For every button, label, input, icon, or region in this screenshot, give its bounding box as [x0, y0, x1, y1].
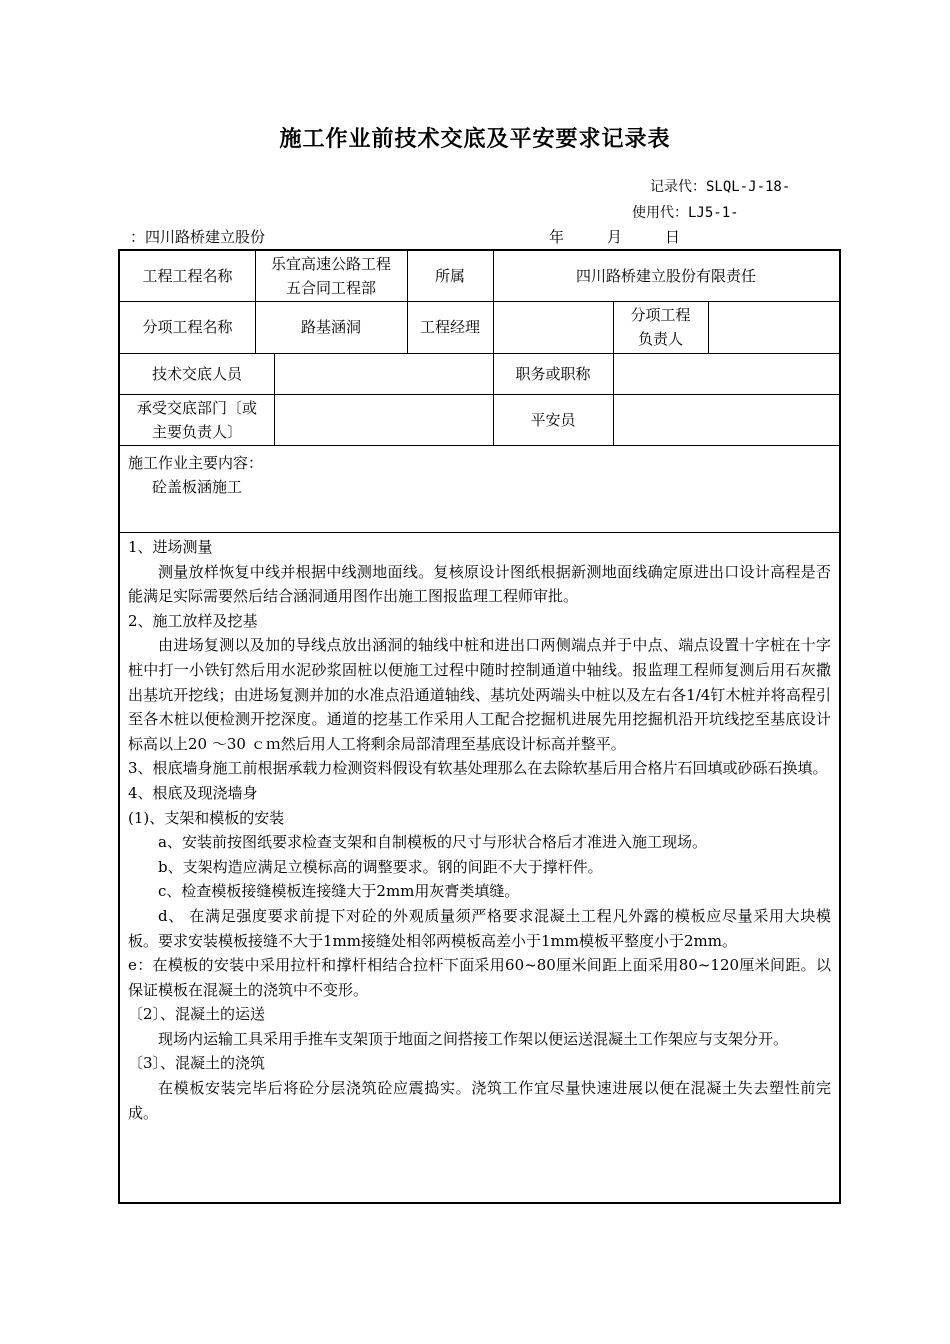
body-paragraph: 2、施工放样及挖基	[128, 611, 258, 630]
record-table	[118, 249, 841, 1204]
body-paragraph: 现场内运输工具采用手推车支架顶于地面之间搭接工作架以便运送混凝土工作架应与支架分开。	[158, 1029, 789, 1048]
body-paragraph: 〔3〕、混凝土的浇筑	[128, 1054, 266, 1073]
receiving-dept-line-1: 承受交底部门〔或	[136, 398, 257, 417]
date-month: 月	[607, 228, 623, 246]
sub-lead-label	[613, 301, 708, 353]
body-paragraph: (1)、支架和模板的安装	[128, 808, 285, 827]
affiliation-value: 四川路桥建立股份有限责任	[575, 267, 756, 285]
project-name-line-2: 五合同工程部	[285, 279, 376, 297]
date-day: 日	[665, 228, 681, 246]
date-year: 年	[549, 228, 565, 246]
manager-value	[493, 301, 613, 353]
disclosure-person-value	[274, 353, 493, 394]
body-paragraph: e：在模板的安装中采用拉杆和撑杆相结合拉杆下面采用60~80厘米间距上面采用80~120厘米间距。以保证模板在混凝土的浇筑中不变形。	[128, 956, 831, 999]
body-paragraph: c、检查模板接缝模板连接缝大于2mm用灰膏类填缝。	[158, 882, 520, 901]
project-name-label: 工程工程名称	[142, 267, 233, 285]
project-name-line-1: 乐宜高速公路工程	[270, 255, 391, 273]
project-name-value	[255, 251, 407, 301]
body-paragraph: 4、根底及现浇墙身	[128, 783, 258, 802]
main-content-label: 施工作业主要内容：	[128, 454, 264, 472]
record-code: 记录代：SLQL-J-18-	[650, 179, 791, 195]
body-paragraph: 1、进场测量	[128, 538, 213, 556]
safety-officer-value	[613, 394, 839, 445]
affiliation-label: 所属	[434, 267, 465, 285]
page-title: 施工作业前技术交底及平安要求记录表	[279, 126, 671, 152]
position-value	[613, 353, 839, 394]
subproject-label: 分项工程名称	[142, 318, 233, 336]
subproject-value: 路基涵洞	[300, 318, 361, 336]
technical-disclosure-body	[128, 535, 831, 1125]
body-paragraph: 3、根底墙身施工前根据承载力检测资料假设有软基处理那么在去除软基后用合格片石回填或砂砾石换填。	[128, 759, 828, 778]
disclosure-person-label: 技术交底人员	[151, 364, 242, 383]
sub-lead-line-2: 负责人	[637, 330, 683, 348]
position-label: 职务或职称	[515, 364, 591, 383]
body-paragraph: 〔2〕、混凝土的运送	[128, 1005, 266, 1024]
body-paragraph: 由进场复测以及加的导线点放出涵洞的轴线中桩和进出口两侧端点并于中点、端点设置十字桩在十字桩中打一小铁钉然后用水泥砂浆固桩以便施工过程中随时控制通道中轴线。报监理工程师复测后用石灰撒出基坑开挖线；由进场复测并加的水准点沿通道轴线、基坑处两端头中桩以及左右各1/4钉木桩并将高程引至各木桩以便检测开挖深度。通道的挖基工作采用人工配合挖掘机进展先用挖掘机沿开坑线挖至基底设计标高以上20 ～30 ｃｍ然后用人工将剩余局部清理至基底设计标高并整平。	[128, 636, 831, 753]
body-paragraph: 测量放样恢复中线并根据中线测地面线。复核原设计图纸根据新测地面线确定原进出口设计高程是否能满足实际需要然后结合涵洞通用图作出施工图报监理工程师审批。	[128, 562, 831, 606]
use-code: 使用代：LJ5-1-	[632, 205, 739, 221]
manager-label: 工程经理	[419, 318, 480, 336]
main-content-value: 砼盖板涵施工	[152, 478, 243, 496]
body-paragraph: a、安装前按图纸要求检查支架和自制模板的尺寸与形状合格后才准进入施工现场。	[158, 833, 707, 852]
body-paragraph: b、支架构造应满足立模标高的调整要求。钢的间距不大于撑杆件。	[158, 857, 603, 876]
company-name: ：四川路桥建立股份	[130, 228, 266, 246]
body-paragraph: 在模板安装完毕后将砼分层浇筑砼应震捣实。浇筑工作宜尽量快速进展以便在混凝土失去塑性前完成。	[128, 1079, 831, 1122]
sub-lead-line-1: 分项工程	[630, 306, 691, 324]
body-paragraph: d、 在满足强度要求前提下对砼的外观质量须严格要求混凝土工程凡外露的模板应尽量采用大块模板。要求安装模板接缝不大于1mm接缝处相邻两模板高差小于1mm模板平整度小于2mm。	[128, 906, 831, 950]
receiving-dept-value	[274, 394, 493, 445]
sub-lead-value	[708, 301, 839, 353]
safety-officer-label: 平安员	[530, 410, 576, 429]
receiving-dept-line-2: 主要负责人〕	[151, 422, 242, 441]
receiving-dept-label	[120, 394, 274, 445]
